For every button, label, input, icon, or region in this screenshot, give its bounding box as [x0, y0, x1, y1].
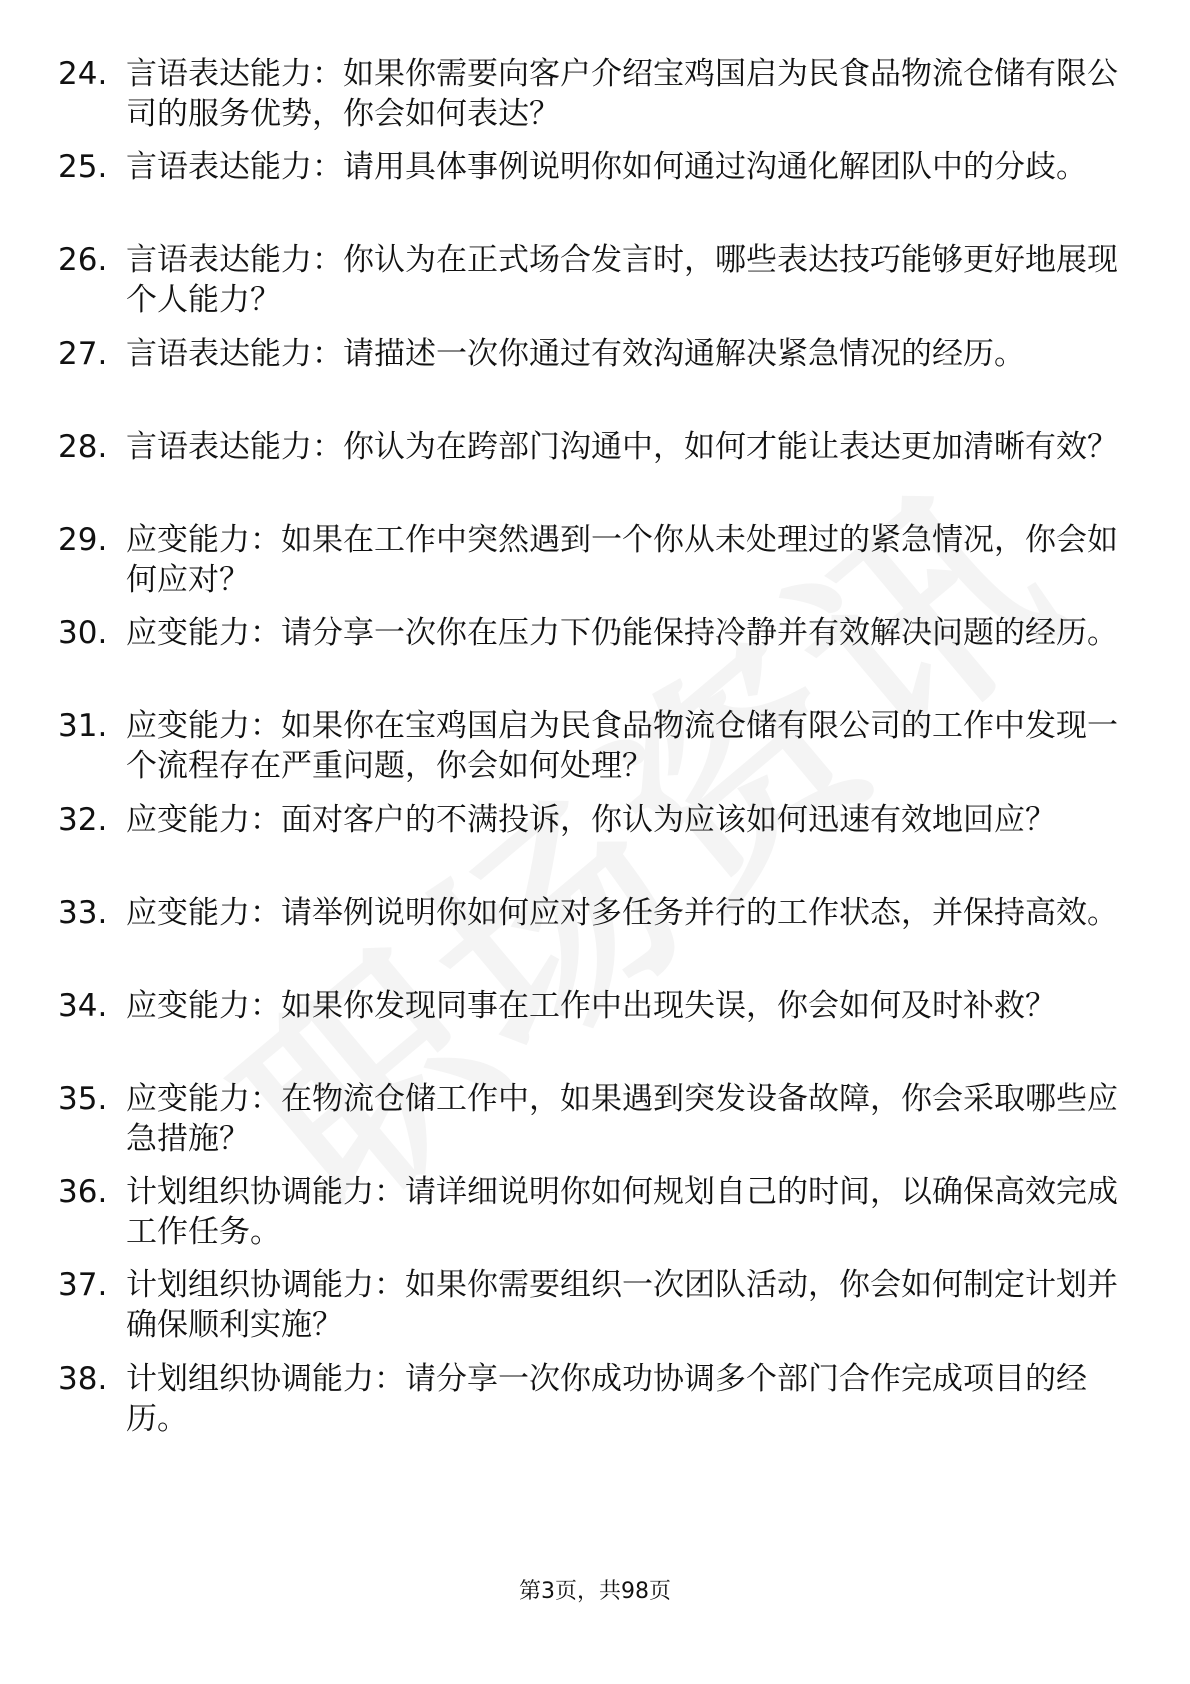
- question-number: 38.: [58, 1360, 108, 1397]
- question-number: 30.: [58, 615, 108, 652]
- question-list: [58, 54, 1118, 1452]
- question-text: 应变能力：如果你发现同事在工作中出现失误，你会如何及时补救？: [126, 987, 1056, 1024]
- question-item: [58, 240, 1118, 320]
- question-text: 计划组织协调能力：请分享一次你成功协调多个部门合作完成项目的经历。: [126, 1360, 1087, 1437]
- question-number: 34.: [58, 987, 108, 1024]
- question-number: 24.: [58, 56, 108, 92]
- question-item: [58, 1359, 1118, 1439]
- question-number: 29.: [58, 521, 108, 558]
- question-number: 33.: [58, 894, 108, 931]
- question-number: 31.: [58, 708, 108, 745]
- question-item: [58, 427, 1118, 507]
- question-item: [58, 1265, 1118, 1345]
- question-text: 应变能力：如果你在宝鸡国启为民食品物流仓储有限公司的工作中发现一个流程存在严重问题，你会如何处理？: [126, 708, 1118, 785]
- question-text: 计划组织协调能力：如果你需要组织一次团队活动，你会如何制定计划并确保顺利实施？: [126, 1267, 1118, 1344]
- question-text: 计划组织协调能力：请详细说明你如何规划自己的时间，以确保高效完成工作任务。: [126, 1174, 1118, 1251]
- question-number: 26.: [58, 242, 108, 279]
- question-number: 32.: [58, 801, 108, 838]
- question-text: 言语表达能力：请描述一次你通过有效沟通解决紧急情况的经历。: [126, 335, 1025, 372]
- question-text: 应变能力：面对客户的不满投诉，你认为应该如何迅速有效地回应？: [126, 801, 1056, 838]
- question-number: 28.: [58, 428, 108, 465]
- question-text: 应变能力：在物流仓储工作中，如果遇到突发设备故障，你会采取哪些应急措施？: [126, 1081, 1118, 1158]
- question-text: 言语表达能力：你认为在跨部门沟通中，如何才能让表达更加清晰有效？: [126, 428, 1118, 465]
- question-number: 37.: [58, 1267, 108, 1304]
- page-footer: 第3页，共98页: [519, 1579, 671, 1604]
- question-item: [58, 334, 1118, 414]
- question-item: [58, 986, 1118, 1066]
- question-number: 27.: [58, 335, 108, 372]
- question-number: 25.: [58, 149, 108, 186]
- question-item: [58, 54, 1118, 134]
- question-item: [58, 706, 1118, 786]
- question-text: 应变能力：请分享一次你在压力下仍能保持冷静并有效解决问题的经历。: [126, 615, 1118, 652]
- question-item: [58, 147, 1118, 227]
- question-item: [58, 1172, 1118, 1252]
- question-text: 言语表达能力：如果你需要向客户介绍宝鸡国启为民食品物流仓储有限公司的服务优势，你会如何表达？: [126, 56, 1118, 132]
- question-number: 36.: [58, 1174, 108, 1211]
- question-item: [58, 893, 1118, 973]
- question-number: 35.: [58, 1081, 108, 1118]
- question-text: 应变能力：请举例说明你如何应对多任务并行的工作状态，并保持高效。: [126, 894, 1118, 931]
- question-item: [58, 520, 1118, 600]
- question-text: 言语表达能力：你认为在正式场合发言时，哪些表达技巧能够更好地展现个人能力？: [126, 242, 1118, 319]
- question-item: [58, 1079, 1118, 1159]
- question-text: 应变能力：如果在工作中突然遇到一个你从未处理过的紧急情况，你会如何应对？: [126, 521, 1118, 598]
- question-item: [58, 800, 1118, 880]
- question-item: [58, 613, 1118, 693]
- question-text: 言语表达能力：请用具体事例说明你如何通过沟通化解团队中的分歧。: [126, 149, 1087, 186]
